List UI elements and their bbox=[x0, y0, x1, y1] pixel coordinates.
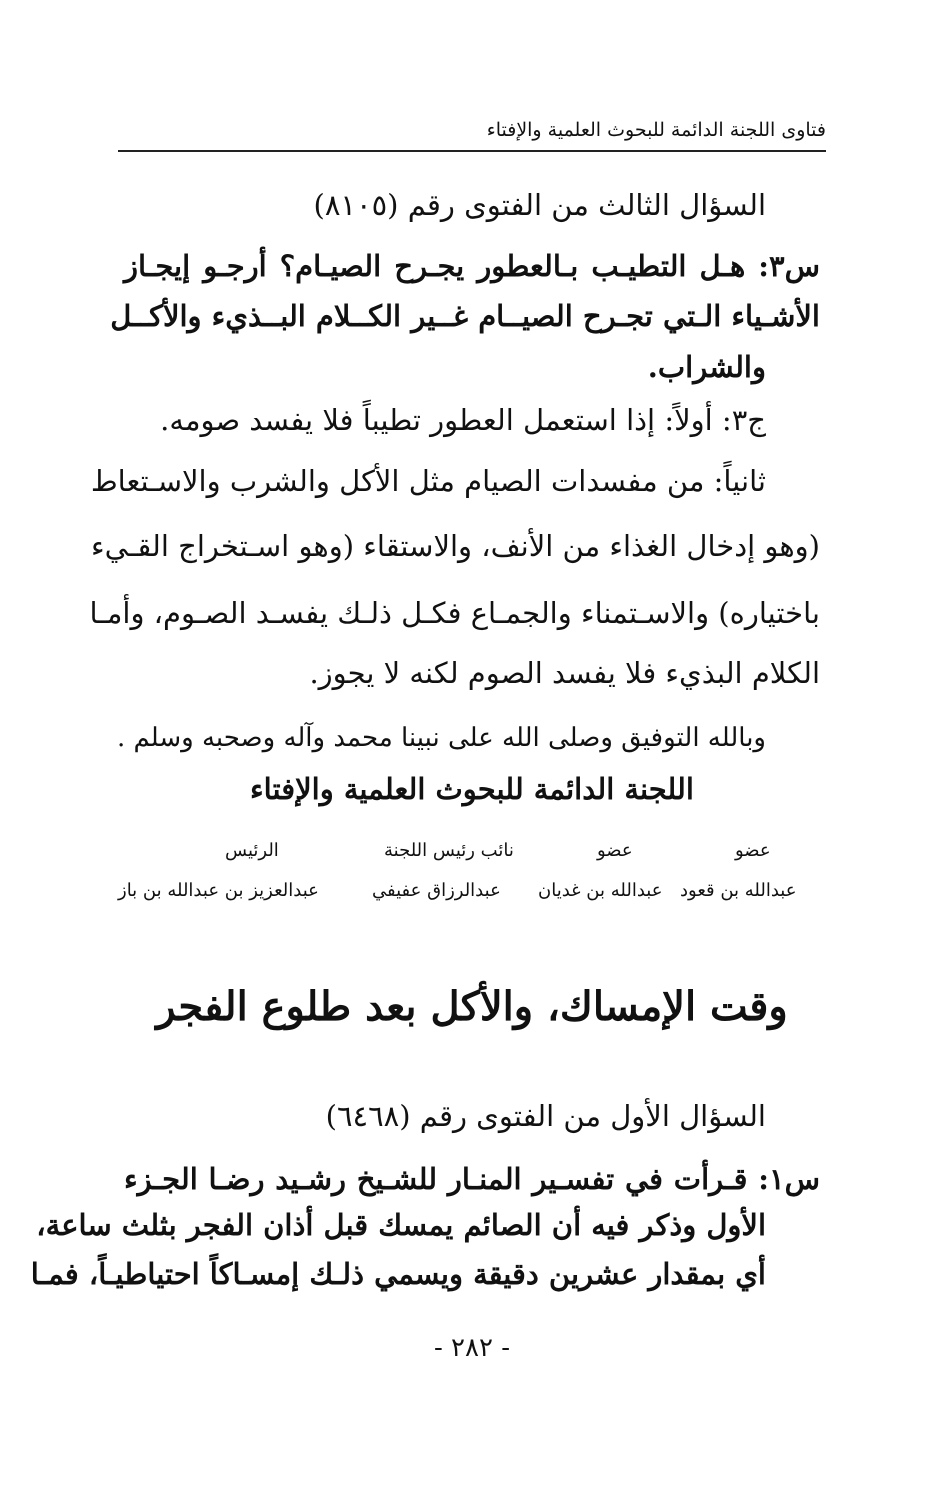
answer-line: ج٣: أولاً: إذا استعمل العطور تطيباً فلا يفسد صومه. bbox=[160, 403, 766, 437]
running-header-title: فتاوى اللجنة الدائمة للبحوث العلمية والإفتاء bbox=[477, 119, 826, 141]
answer-line: ثانياً: من مفسدات الصيام مثل الأكل والشرب والاسـتعاط bbox=[90, 464, 766, 498]
member-name: عبدالله بن قعود bbox=[680, 880, 797, 901]
page-number: - ٢٨٢ - bbox=[433, 1333, 511, 1363]
question-line: س٣: هـل التطيـب بـالعطور يجـرح الصيـام؟ أرجـو إيجـاز bbox=[124, 249, 820, 283]
committee-title: اللجنة الدائمة للبحوث العلمية والإفتاء bbox=[250, 772, 694, 806]
closing-line: وبالله التوفيق وصلى الله على نبينا محمد وآله وصحبه وسلم . bbox=[116, 723, 766, 753]
question-line: والشراب. bbox=[647, 350, 766, 384]
running-header bbox=[118, 110, 826, 152]
member-role: الرئيس bbox=[225, 840, 279, 861]
member-role: عضو bbox=[735, 840, 771, 861]
answer-line: الكلام البذيء فلا يفسد الصوم لكنه لا يجوز. bbox=[309, 656, 820, 690]
member-role: نائب رئيس اللجنة bbox=[384, 840, 514, 861]
answer-line: (وهو إدخال الغذاء من الأنف، والاستقاء (وهو اسـتخراج القـيء bbox=[91, 529, 820, 563]
question-reference: السؤال الثالث من الفتوى رقم (٨١٠٥) bbox=[313, 188, 766, 222]
question-line: س١: قـرأت في تفسـير المنـار للشـيخ رشـيد رضـا الجـزء bbox=[124, 1162, 820, 1196]
member-name: عبدالعزيز بن عبدالله بن باز bbox=[118, 880, 319, 901]
question-reference: السؤال الأول من الفتوى رقم (٦٤٦٨) bbox=[325, 1099, 766, 1133]
question-line: الأول وذكر فيه أن الصائم يمسك قبل أذان الفجر بثلث ساعة، bbox=[36, 1208, 766, 1242]
member-role: عضو bbox=[597, 840, 633, 861]
section-title: وقت الإمساك، والأكل بعد طلوع الفجر bbox=[156, 983, 788, 1030]
question-line: أي بمقدار عشرين دقيقة ويسمي ذلـك إمسـاكاً احتياطيـاً، فمـا bbox=[30, 1257, 766, 1291]
member-name: عبدالرزاق عفيفي bbox=[372, 880, 501, 901]
answer-line: باختياره) والاسـتمناء والجمـاع فكـل ذلـك يفسـد الصـوم، وأمـا bbox=[89, 596, 820, 630]
member-name: عبدالله بن غديان bbox=[538, 880, 663, 901]
question-line: الأشـياء الـتي تجـرح الصيــام غــير الكــلام البــذيء والأكــل bbox=[110, 299, 820, 333]
